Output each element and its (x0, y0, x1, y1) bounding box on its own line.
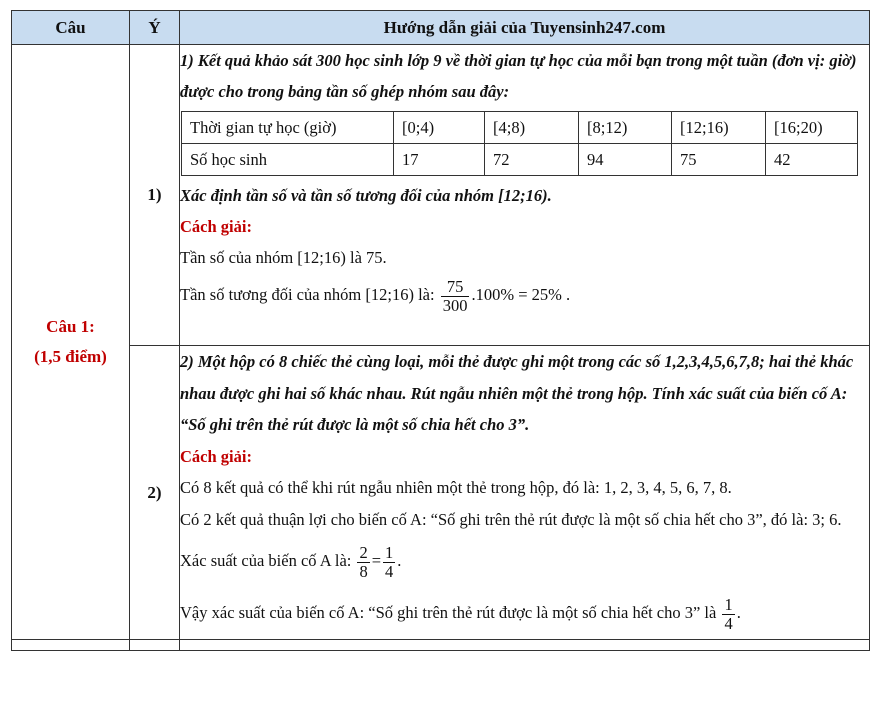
question-points: (1,5 điểm) (34, 347, 107, 366)
question-label: Câu 1: (46, 317, 95, 336)
freq-header-cell: [8;12) (579, 112, 672, 144)
part1-line1: Tần số của nhóm [12;16) là 75. (180, 248, 387, 267)
freq-value-cell: Số học sinh (182, 144, 394, 176)
header-guide: Hướng dẫn giải của Tuyensinh247.com (180, 11, 870, 45)
freq-value-cell: 17 (394, 144, 485, 176)
fraction-numerator: 1 (385, 543, 394, 563)
freq-value-cell: 72 (485, 144, 579, 176)
part2-prompt: 2) Một hộp có 8 chiếc thẻ cùng loại, mỗi thẻ được ghi một trong các số 1,2,3,4,5,6,7,8; hai thẻ khác nhau được ghi hai số khác nhau. Rút ngẫu nhiên một thẻ trong hộp. Tính xác suất của biến cố A: “Số ghi trên thẻ rút được là một số chia hết cho 3”. (180, 352, 854, 434)
frequency-value-row (182, 144, 858, 176)
fraction-numerator: 75 (441, 278, 470, 296)
fraction-75-300 (441, 278, 470, 314)
freq-header-cell: [0;4) (394, 112, 485, 144)
fraction-denominator: 4 (385, 561, 394, 581)
part2-content (180, 346, 870, 640)
frequency-table (181, 111, 858, 176)
part2-line3-suffix: . (397, 551, 402, 570)
freq-value-cell: 94 (579, 144, 672, 176)
freq-header-cell: Thời gian tự học (giờ) (182, 112, 394, 144)
part1-line2-prefix: Tần số tương đối của nhóm [12;16) là: (180, 285, 435, 304)
freq-header-cell: [4;8) (485, 112, 579, 144)
frequency-header-row (182, 112, 858, 144)
fraction-numerator: 2 (359, 543, 368, 563)
part1-content (180, 45, 870, 346)
part1-line2-suffix: .100% = 25% . (471, 285, 571, 304)
part1-number: 1) (130, 45, 180, 346)
header-cau: Câu (12, 11, 130, 45)
part2-line3-prefix: Xác suất của biến cố A là: (180, 551, 352, 570)
fraction-denominator: 300 (442, 295, 468, 315)
next-row-cell (12, 640, 130, 651)
fraction-1-4 (383, 544, 395, 580)
part1-row (12, 45, 870, 346)
next-row-cell (130, 640, 180, 651)
part2-line4 (180, 587, 869, 639)
header-y: Ý (130, 11, 180, 45)
header-row (12, 11, 870, 45)
freq-value-cell: 75 (672, 144, 766, 176)
part2-line4-prefix: Vậy xác suất của biến cố A: “Số ghi trên thẻ rút được là một số chia hết cho 3” là (180, 603, 717, 622)
freq-header-cell: [16;20) (766, 112, 858, 144)
fraction-1-4-final (722, 596, 734, 632)
fraction-2-8 (357, 544, 369, 580)
freq-value-cell: 42 (766, 144, 858, 176)
part1-prompt: 1) Kết quả khảo sát 300 học sinh lớp 9 về thời gian tự học của mỗi bạn trong một tuần (đơn vị: giờ) được cho trong bảng tần số ghép nhóm sau đây: (180, 51, 857, 101)
part2-solution-heading: Cách giải: (180, 446, 252, 466)
part1-line2 (180, 273, 869, 317)
part2-line4-suffix: . (736, 603, 741, 622)
part1-task: Xác định tần số và tần số tương đối của nhóm [12;16). (180, 186, 552, 205)
fraction-denominator: 8 (359, 561, 368, 581)
freq-header-cell: [12;16) (672, 112, 766, 144)
part1-solution-heading: Cách giải: (180, 217, 252, 236)
fraction-denominator: 4 (724, 613, 733, 633)
question-cell (12, 45, 130, 640)
part2-number: 2) (130, 346, 180, 640)
part2-line2: Có 2 kết quả thuận lợi cho biến cố A: “Số ghi trên thẻ rút được là một số chia hết cho 3”, đó là: 3; 6. (180, 509, 842, 529)
solution-table (11, 10, 870, 651)
part2-row (12, 346, 870, 640)
part2-line3 (180, 535, 869, 587)
equals-sign: = (371, 551, 382, 570)
fraction-numerator: 1 (724, 595, 733, 615)
next-row-cell (180, 640, 870, 651)
part2-line1: Có 8 kết quả có thể khi rút ngẫu nhiên một thẻ trong hộp, đó là: 1, 2, 3, 4, 5, 6, 7, 8. (180, 478, 732, 497)
next-row-edge (12, 640, 870, 651)
